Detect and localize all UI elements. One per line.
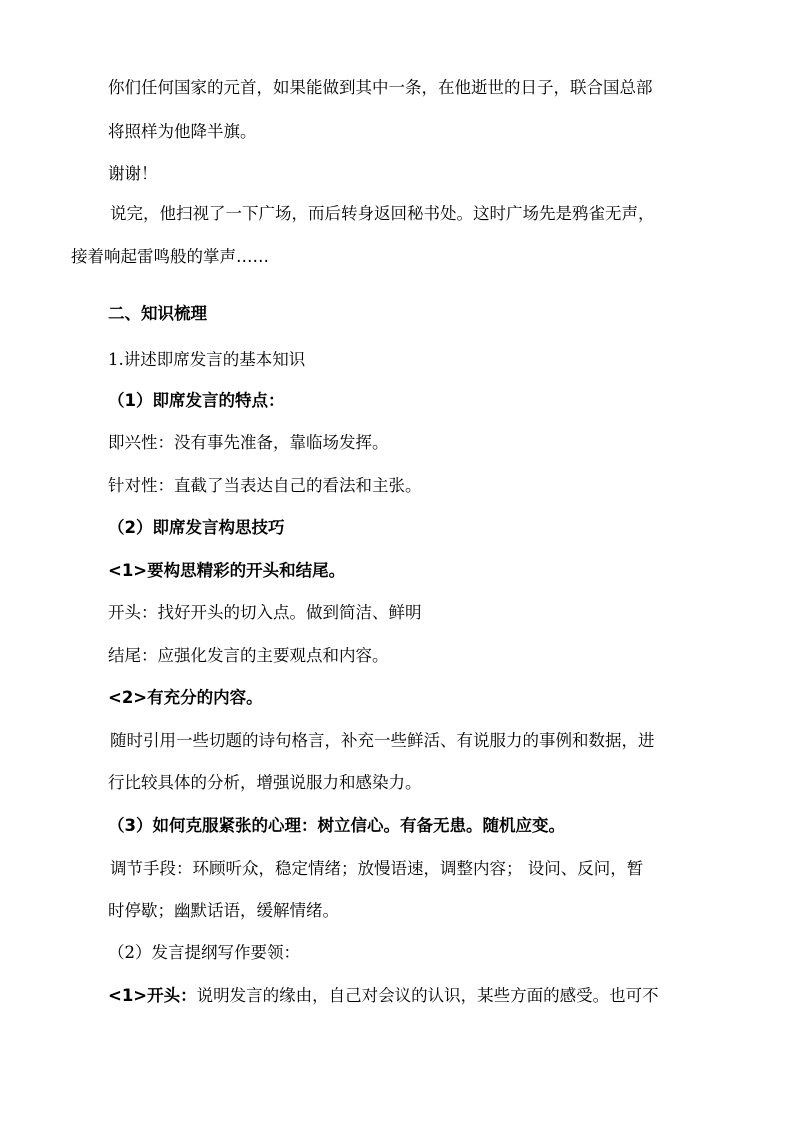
point-heading: <1>要构思精彩的开头和结尾。: [108, 561, 346, 580]
subsection-heading: （2）发言提纲写作要领：: [108, 943, 300, 962]
paragraph-line: 将照样为他降半旗。: [108, 122, 257, 141]
paragraph-line: 调节手段：环顾听众，稳定情绪；放慢语速，调整内容； 设问、反问，暂: [110, 859, 644, 878]
subsection-heading: （2）即席发言构思技巧: [108, 518, 285, 537]
section-heading: 二、知识梳理: [108, 304, 207, 323]
paragraph-line: 即兴性：没有事先准备，靠临场发挥。: [108, 433, 389, 452]
paragraph-line: 针对性：直截了当表达自己的看法和主张。: [108, 476, 422, 495]
paragraph-line: 随时引用一些切题的诗句格言，补充一些鲜活、有说服力的事例和数据，进: [110, 731, 655, 750]
paragraph-line: 结尾：应强化发言的主要观点和内容。: [108, 646, 389, 665]
point-text: 说明发言的缘由，自己对会议的认识，某些方面的感受。也可不: [196, 986, 659, 1005]
list-item: 1.讲述即席发言的基本知识: [108, 350, 306, 369]
paragraph-line: 谢谢！: [108, 164, 158, 183]
point-heading: <2>有充分的内容。: [108, 688, 263, 707]
paragraph-line: 行比较具体的分析，增强说服力和感染力。: [108, 773, 422, 792]
paragraph-line: 说完，他扫视了一下广场，而后转身返回秘书处。这时广场先是鸦雀无声，: [110, 204, 655, 223]
paragraph-line: 你们任何国家的元首，如果能做到其中一条，在他逝世的日子，联合国总部: [108, 78, 653, 97]
subsection-heading: （3）如何克服紧张的心理：树立信心。有备无患。随机应变。: [108, 816, 565, 835]
paragraph-line: 开头：找好开头的切入点。做到简洁、鲜明: [108, 603, 422, 622]
subsection-heading: （1）即席发言的特点：: [108, 391, 285, 410]
paragraph-line: [108, 985, 659, 1007]
paragraph-line: 接着响起雷鸣般的掌声……: [71, 247, 269, 266]
point-label: <1>开头：: [108, 986, 197, 1005]
paragraph-line: 时停歇；幽默话语，缓解情绪。: [108, 901, 339, 920]
